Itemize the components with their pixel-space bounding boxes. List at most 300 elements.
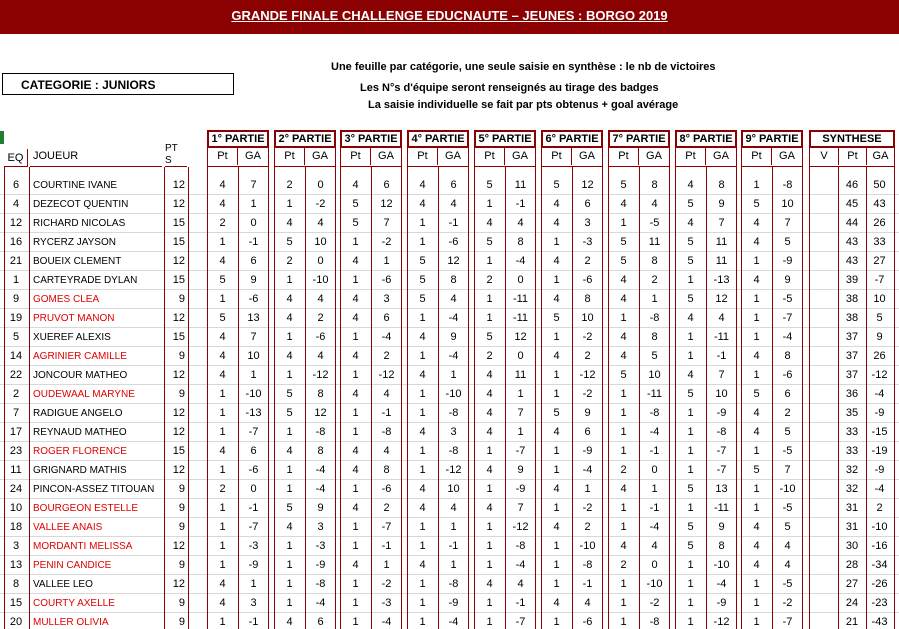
game-pt[interactable]: 4 — [620, 540, 627, 552]
player-points[interactable]: 9 — [178, 388, 185, 400]
game-pt[interactable]: 1 — [620, 426, 627, 438]
game-pt[interactable]: 1 — [687, 464, 694, 476]
synthese-pt[interactable]: 39 — [845, 274, 859, 286]
game-pt[interactable]: 5 — [286, 388, 293, 400]
game-pt[interactable]: 1 — [419, 407, 426, 419]
game-ga[interactable]: -6 — [582, 616, 593, 628]
game-pt[interactable]: 4 — [553, 217, 560, 229]
player-points[interactable]: 9 — [178, 616, 185, 628]
game-pt[interactable]: 5 — [553, 312, 560, 324]
game-pt[interactable]: 2 — [620, 464, 627, 476]
game-ga[interactable]: -4 — [582, 464, 593, 476]
game-ga[interactable]: 5 — [784, 521, 791, 533]
game-ga[interactable]: 4 — [784, 559, 791, 571]
game-pt[interactable]: 5 — [687, 293, 694, 305]
game-ga[interactable]: -8 — [515, 540, 526, 552]
player-points[interactable]: 12 — [172, 198, 185, 210]
game-ga[interactable]: -1 — [582, 578, 593, 590]
game-ga[interactable]: -6 — [315, 331, 326, 343]
player-name[interactable]: ROGER FLORENCE — [33, 446, 127, 457]
game-pt[interactable]: 1 — [553, 464, 560, 476]
game-ga[interactable]: 1 — [383, 559, 390, 571]
game-ga[interactable]: 6 — [250, 255, 257, 267]
game-ga[interactable]: 8 — [317, 445, 324, 457]
game-pt[interactable]: 1 — [620, 597, 627, 609]
category-box[interactable]: CATEGORIE : JUNIORS — [2, 73, 234, 95]
game-pt[interactable]: 4 — [352, 179, 359, 191]
game-ga[interactable]: 6 — [250, 445, 257, 457]
synthese-pt[interactable]: 21 — [845, 616, 859, 628]
game-ga[interactable]: -3 — [582, 236, 593, 248]
game-pt[interactable]: 4 — [687, 217, 694, 229]
game-ga[interactable]: -1 — [515, 198, 526, 210]
game-pt[interactable]: 4 — [219, 578, 226, 590]
game-pt[interactable]: 5 — [753, 388, 760, 400]
game-pt[interactable]: 1 — [687, 578, 694, 590]
game-ga[interactable]: -12 — [713, 616, 730, 628]
synthese-ga[interactable]: 26 — [873, 350, 886, 362]
game-pt[interactable]: 5 — [553, 407, 560, 419]
game-ga[interactable]: -13 — [713, 274, 730, 286]
game-ga[interactable]: -5 — [649, 217, 660, 229]
game-pt[interactable]: 1 — [486, 559, 493, 571]
synthese-pt[interactable]: 31 — [845, 521, 859, 533]
game-ga[interactable]: -12 — [579, 369, 596, 381]
game-pt[interactable]: 1 — [753, 369, 760, 381]
game-ga[interactable]: 12 — [581, 179, 594, 191]
synthese-victories[interactable] — [809, 556, 838, 575]
game-ga[interactable]: 3 — [383, 293, 390, 305]
synthese-ga[interactable]: 9 — [876, 331, 883, 343]
synthese-pt[interactable]: 24 — [845, 597, 859, 609]
game-pt[interactable]: 1 — [286, 464, 293, 476]
player-points[interactable]: 9 — [178, 502, 185, 514]
game-pt[interactable]: 4 — [486, 388, 493, 400]
game-pt[interactable]: 4 — [753, 521, 760, 533]
game-ga[interactable]: 7 — [718, 369, 725, 381]
game-pt[interactable]: 5 — [486, 179, 493, 191]
synthese-ga[interactable]: -4 — [874, 483, 885, 495]
game-pt[interactable]: 4 — [553, 483, 560, 495]
game-ga[interactable]: 7 — [250, 179, 257, 191]
player-points[interactable]: 12 — [172, 312, 185, 324]
game-pt[interactable]: 1 — [352, 483, 359, 495]
synthese-ga[interactable]: -26 — [871, 578, 888, 590]
game-pt[interactable]: 1 — [419, 597, 426, 609]
player-name[interactable]: OUDEWAAL MARYNE — [33, 389, 135, 400]
game-ga[interactable]: 12 — [715, 293, 728, 305]
game-ga[interactable]: 9 — [317, 502, 324, 514]
synthese-ga[interactable]: -19 — [871, 445, 888, 457]
game-ga[interactable]: -8 — [649, 616, 660, 628]
game-ga[interactable]: 1 — [517, 426, 524, 438]
game-ga[interactable]: -8 — [315, 426, 326, 438]
game-ga[interactable]: -8 — [649, 312, 660, 324]
game-pt[interactable]: 4 — [620, 483, 627, 495]
game-pt[interactable]: 4 — [286, 521, 293, 533]
game-ga[interactable]: 4 — [584, 597, 591, 609]
game-pt[interactable]: 1 — [286, 198, 293, 210]
game-pt[interactable]: 4 — [620, 198, 627, 210]
synthese-pt[interactable]: 30 — [845, 540, 859, 552]
game-ga[interactable]: -7 — [515, 616, 526, 628]
player-points[interactable]: 12 — [172, 426, 185, 438]
player-name[interactable]: PRUVOT MANON — [33, 313, 115, 324]
game-ga[interactable]: -7 — [782, 616, 793, 628]
game-ga[interactable]: -10 — [445, 388, 462, 400]
game-ga[interactable]: 12 — [447, 255, 460, 267]
game-pt[interactable]: 2 — [219, 483, 226, 495]
game-pt[interactable]: 5 — [753, 464, 760, 476]
game-ga[interactable]: -2 — [582, 502, 593, 514]
game-ga[interactable]: -7 — [716, 445, 727, 457]
synthese-victories[interactable] — [809, 328, 838, 347]
synthese-ga[interactable]: -12 — [871, 369, 888, 381]
game-pt[interactable]: 1 — [687, 407, 694, 419]
player-name[interactable]: RICHARD NICOLAS — [33, 218, 126, 229]
game-ga[interactable]: -1 — [248, 616, 259, 628]
player-points[interactable]: 9 — [178, 597, 185, 609]
synthese-ga[interactable]: -43 — [871, 616, 888, 628]
game-pt[interactable]: 1 — [753, 483, 760, 495]
game-pt[interactable]: 4 — [753, 274, 760, 286]
synthese-victories[interactable] — [809, 233, 838, 252]
game-pt[interactable]: 4 — [620, 331, 627, 343]
game-ga[interactable]: -4 — [381, 616, 392, 628]
synthese-ga[interactable]: -34 — [871, 559, 888, 571]
synthese-ga[interactable]: 26 — [873, 217, 886, 229]
game-pt[interactable]: 4 — [219, 445, 226, 457]
game-pt[interactable]: 2 — [486, 274, 493, 286]
game-pt[interactable]: 1 — [553, 578, 560, 590]
game-ga[interactable]: -11 — [646, 388, 663, 400]
game-pt[interactable]: 1 — [219, 426, 226, 438]
game-pt[interactable]: 1 — [553, 331, 560, 343]
player-name[interactable]: MULLER OLIVIA — [33, 617, 109, 628]
game-ga[interactable]: -5 — [782, 502, 793, 514]
game-ga[interactable]: 2 — [383, 502, 390, 514]
synthese-pt[interactable]: 45 — [845, 198, 859, 210]
synthese-ga[interactable]: -9 — [874, 407, 885, 419]
game-pt[interactable]: 4 — [286, 350, 293, 362]
game-ga[interactable]: -12 — [512, 521, 529, 533]
game-pt[interactable]: 4 — [419, 198, 426, 210]
game-pt[interactable]: 5 — [286, 502, 293, 514]
game-ga[interactable]: 0 — [317, 179, 324, 191]
player-name[interactable]: PINCON-ASSEZ TITOUAN — [33, 484, 155, 495]
game-pt[interactable]: 5 — [219, 274, 226, 286]
game-ga[interactable]: -8 — [448, 445, 459, 457]
game-pt[interactable]: 4 — [620, 350, 627, 362]
player-name[interactable]: BOUEIX CLEMENT — [33, 256, 122, 267]
game-ga[interactable]: -1 — [448, 217, 459, 229]
game-pt[interactable]: 4 — [219, 179, 226, 191]
game-pt[interactable]: 1 — [286, 331, 293, 343]
game-pt[interactable]: 4 — [486, 426, 493, 438]
game-pt[interactable]: 1 — [352, 578, 359, 590]
game-ga[interactable]: -8 — [315, 578, 326, 590]
game-pt[interactable]: 5 — [419, 274, 426, 286]
game-pt[interactable]: 1 — [219, 464, 226, 476]
game-pt[interactable]: 1 — [620, 445, 627, 457]
game-pt[interactable]: 4 — [352, 464, 359, 476]
game-ga[interactable]: -1 — [649, 502, 660, 514]
game-pt[interactable]: 1 — [620, 388, 627, 400]
game-pt[interactable]: 1 — [219, 236, 226, 248]
game-ga[interactable]: 10 — [715, 388, 728, 400]
game-ga[interactable]: 13 — [247, 312, 260, 324]
game-pt[interactable]: 1 — [219, 559, 226, 571]
game-ga[interactable]: 12 — [514, 331, 527, 343]
game-ga[interactable]: 3 — [450, 426, 457, 438]
game-ga[interactable]: -1 — [515, 597, 526, 609]
game-pt[interactable]: 4 — [620, 274, 627, 286]
game-ga[interactable]: -4 — [448, 616, 459, 628]
team-number[interactable]: 13 — [9, 559, 23, 571]
game-pt[interactable]: 1 — [486, 540, 493, 552]
game-ga[interactable]: -9 — [248, 559, 259, 571]
player-points[interactable]: 12 — [172, 540, 185, 552]
team-number[interactable]: 22 — [9, 369, 23, 381]
game-pt[interactable]: 1 — [620, 217, 627, 229]
game-pt[interactable]: 1 — [486, 597, 493, 609]
game-pt[interactable]: 1 — [419, 236, 426, 248]
player-points[interactable]: 12 — [172, 255, 185, 267]
synthese-ga[interactable]: -15 — [871, 426, 888, 438]
synthese-pt[interactable]: 37 — [845, 350, 859, 362]
synthese-ga[interactable]: -16 — [871, 540, 888, 552]
game-ga[interactable]: -10 — [713, 559, 730, 571]
player-name[interactable]: AGRINIER CAMILLE — [33, 351, 127, 362]
team-number[interactable]: 7 — [12, 407, 20, 419]
game-pt[interactable]: 5 — [620, 179, 627, 191]
game-ga[interactable]: 11 — [514, 369, 527, 381]
game-ga[interactable]: -5 — [782, 578, 793, 590]
game-ga[interactable]: 12 — [380, 198, 393, 210]
game-pt[interactable]: 4 — [419, 502, 426, 514]
game-ga[interactable]: -2 — [782, 597, 793, 609]
game-ga[interactable]: 1 — [517, 388, 524, 400]
synthese-victories[interactable] — [809, 404, 838, 423]
synthese-victories[interactable] — [809, 480, 838, 499]
synthese-victories[interactable] — [809, 537, 838, 556]
game-pt[interactable]: 1 — [486, 312, 493, 324]
game-pt[interactable]: 1 — [553, 540, 560, 552]
game-ga[interactable]: -9 — [515, 483, 526, 495]
game-pt[interactable]: 4 — [352, 445, 359, 457]
player-name[interactable]: COURTY AXELLE — [33, 598, 115, 609]
game-pt[interactable]: 1 — [553, 274, 560, 286]
game-pt[interactable]: 1 — [620, 578, 627, 590]
game-ga[interactable]: 10 — [314, 236, 327, 248]
game-pt[interactable]: 1 — [419, 388, 426, 400]
synthese-pt[interactable]: 43 — [845, 255, 859, 267]
synthese-pt[interactable]: 32 — [845, 483, 859, 495]
player-points[interactable]: 9 — [178, 483, 185, 495]
player-points[interactable]: 15 — [172, 445, 185, 457]
game-ga[interactable]: -2 — [582, 331, 593, 343]
game-ga[interactable]: 4 — [317, 293, 324, 305]
game-pt[interactable]: 1 — [553, 559, 560, 571]
game-pt[interactable]: 4 — [753, 559, 760, 571]
synthese-pt[interactable]: 33 — [845, 426, 859, 438]
game-ga[interactable]: 1 — [651, 293, 658, 305]
game-pt[interactable]: 1 — [352, 616, 359, 628]
game-pt[interactable]: 4 — [553, 597, 560, 609]
game-pt[interactable]: 1 — [553, 369, 560, 381]
synthese-ga[interactable]: 2 — [876, 502, 883, 514]
game-pt[interactable]: 1 — [419, 521, 426, 533]
synthese-ga[interactable]: 10 — [873, 293, 886, 305]
game-ga[interactable]: 8 — [651, 331, 658, 343]
synthese-pt[interactable]: 28 — [845, 559, 859, 571]
game-ga[interactable]: -11 — [713, 502, 730, 514]
game-ga[interactable]: -7 — [248, 426, 259, 438]
game-ga[interactable]: 8 — [718, 540, 725, 552]
game-ga[interactable]: -7 — [381, 521, 392, 533]
game-pt[interactable]: 1 — [419, 616, 426, 628]
game-pt[interactable]: 4 — [286, 616, 293, 628]
game-ga[interactable]: 4 — [517, 217, 524, 229]
player-points[interactable]: 9 — [178, 559, 185, 571]
game-ga[interactable]: 1 — [450, 521, 457, 533]
game-ga[interactable]: -6 — [782, 369, 793, 381]
game-ga[interactable]: -9 — [315, 559, 326, 571]
game-pt[interactable]: 1 — [687, 350, 694, 362]
game-pt[interactable]: 5 — [687, 483, 694, 495]
player-points[interactable]: 15 — [172, 331, 185, 343]
game-ga[interactable]: 6 — [383, 312, 390, 324]
game-pt[interactable]: 1 — [352, 236, 359, 248]
player-name[interactable]: GRIGNARD MATHIS — [33, 465, 127, 476]
game-pt[interactable]: 1 — [553, 616, 560, 628]
game-pt[interactable]: 4 — [352, 312, 359, 324]
player-name[interactable]: GOMES CLEA — [33, 294, 100, 305]
game-ga[interactable]: 8 — [317, 388, 324, 400]
game-pt[interactable]: 4 — [753, 426, 760, 438]
game-pt[interactable]: 4 — [286, 293, 293, 305]
game-ga[interactable]: 9 — [718, 521, 725, 533]
game-pt[interactable]: 4 — [352, 559, 359, 571]
synthese-victories[interactable] — [809, 195, 838, 214]
game-ga[interactable]: -4 — [315, 483, 326, 495]
game-pt[interactable]: 4 — [419, 179, 426, 191]
game-pt[interactable]: 4 — [486, 369, 493, 381]
game-ga[interactable]: 11 — [648, 236, 661, 248]
player-name[interactable]: MORDANTI MELISSA — [33, 541, 133, 552]
team-number[interactable]: 14 — [9, 350, 23, 362]
synthese-pt[interactable]: 31 — [845, 502, 859, 514]
game-pt[interactable]: 5 — [687, 255, 694, 267]
game-pt[interactable]: 4 — [687, 312, 694, 324]
game-ga[interactable]: 3 — [250, 597, 257, 609]
game-ga[interactable]: -5 — [782, 445, 793, 457]
game-pt[interactable]: 1 — [219, 388, 226, 400]
game-pt[interactable]: 5 — [419, 293, 426, 305]
synthese-victories[interactable] — [809, 575, 838, 594]
synthese-pt[interactable]: 38 — [845, 293, 859, 305]
game-ga[interactable]: 0 — [250, 483, 257, 495]
game-ga[interactable]: -1 — [716, 350, 727, 362]
game-pt[interactable]: 4 — [553, 521, 560, 533]
game-pt[interactable]: 1 — [486, 521, 493, 533]
game-pt[interactable]: 1 — [219, 407, 226, 419]
game-ga[interactable]: -2 — [582, 388, 593, 400]
game-ga[interactable]: 3 — [317, 521, 324, 533]
game-ga[interactable]: 9 — [718, 198, 725, 210]
game-pt[interactable]: 1 — [352, 597, 359, 609]
game-ga[interactable]: 11 — [715, 255, 728, 267]
game-pt[interactable]: 5 — [753, 198, 760, 210]
game-pt[interactable]: 4 — [753, 540, 760, 552]
game-pt[interactable]: 1 — [753, 312, 760, 324]
player-points[interactable]: 9 — [178, 521, 185, 533]
game-ga[interactable]: -8 — [716, 426, 727, 438]
game-ga[interactable]: -10 — [312, 274, 329, 286]
synthese-ga[interactable]: -4 — [874, 388, 885, 400]
game-ga[interactable]: -9 — [716, 597, 727, 609]
game-ga[interactable]: 11 — [715, 236, 728, 248]
game-pt[interactable]: 1 — [687, 445, 694, 457]
game-ga[interactable]: 7 — [517, 502, 524, 514]
game-ga[interactable]: 4 — [517, 578, 524, 590]
game-pt[interactable]: 1 — [553, 388, 560, 400]
game-pt[interactable]: 4 — [352, 502, 359, 514]
game-ga[interactable]: -8 — [582, 559, 593, 571]
game-ga[interactable]: 9 — [517, 464, 524, 476]
synthese-ga[interactable]: 43 — [873, 198, 886, 210]
game-pt[interactable]: 5 — [486, 331, 493, 343]
player-name[interactable]: PENIN CANDICE — [33, 560, 112, 571]
game-ga[interactable]: 8 — [584, 293, 591, 305]
game-ga[interactable]: 8 — [383, 464, 390, 476]
game-pt[interactable]: 1 — [687, 616, 694, 628]
game-pt[interactable]: 4 — [753, 217, 760, 229]
game-ga[interactable]: 2 — [651, 274, 658, 286]
game-ga[interactable]: 9 — [450, 331, 457, 343]
game-pt[interactable]: 1 — [219, 502, 226, 514]
game-pt[interactable]: 1 — [753, 331, 760, 343]
synthese-ga[interactable]: -10 — [871, 521, 888, 533]
game-ga[interactable]: -6 — [448, 236, 459, 248]
synthese-pt[interactable]: 37 — [845, 331, 859, 343]
game-pt[interactable]: 5 — [286, 407, 293, 419]
game-ga[interactable]: 8 — [784, 350, 791, 362]
game-pt[interactable]: 4 — [419, 483, 426, 495]
game-pt[interactable]: 4 — [687, 369, 694, 381]
game-pt[interactable]: 5 — [486, 236, 493, 248]
game-pt[interactable]: 4 — [286, 312, 293, 324]
game-ga[interactable]: 8 — [651, 255, 658, 267]
game-pt[interactable]: 1 — [753, 616, 760, 628]
game-ga[interactable]: -4 — [515, 255, 526, 267]
game-ga[interactable]: 5 — [784, 236, 791, 248]
synthese-pt[interactable]: 44 — [845, 217, 859, 229]
game-pt[interactable]: 2 — [286, 255, 293, 267]
game-ga[interactable]: -6 — [248, 464, 259, 476]
game-pt[interactable]: 1 — [419, 464, 426, 476]
game-ga[interactable]: -2 — [381, 578, 392, 590]
player-points[interactable]: 15 — [172, 274, 185, 286]
game-pt[interactable]: 5 — [352, 198, 359, 210]
player-name[interactable]: JONCOUR MATHEO — [33, 370, 128, 381]
game-ga[interactable]: -11 — [713, 331, 730, 343]
game-ga[interactable]: 1 — [651, 483, 658, 495]
game-pt[interactable]: 4 — [553, 350, 560, 362]
game-ga[interactable]: 6 — [584, 426, 591, 438]
game-ga[interactable]: 8 — [651, 179, 658, 191]
game-ga[interactable]: 4 — [718, 312, 725, 324]
